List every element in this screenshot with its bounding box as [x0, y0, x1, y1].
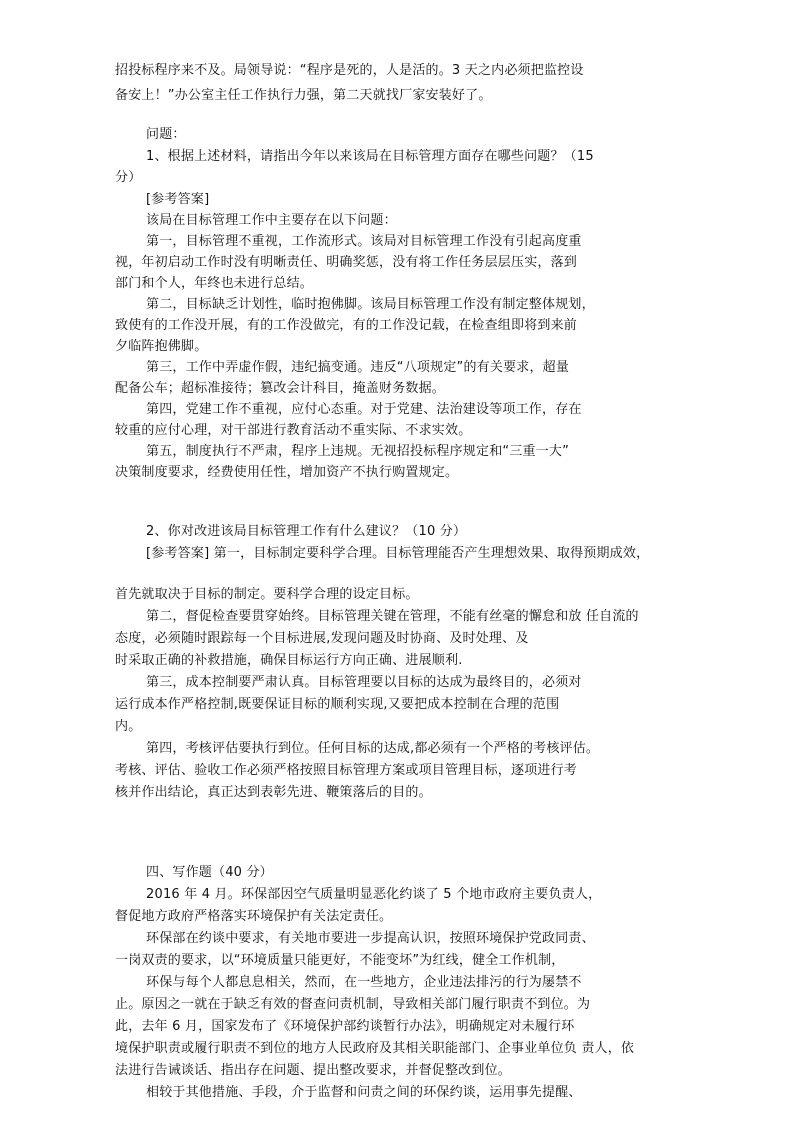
q2-point-4: 核并作出结论，真正达到表彰先进、鞭策落后的目的。: [115, 785, 432, 800]
section-4-paragraph: 一岗双责的要求，以“环境质量只能更好，不能变坏”为红线，健全工作机制，: [115, 953, 565, 968]
intro-line: 备安上！”办公室主任工作执行力强，第二天就找厂家安装好了。: [115, 88, 492, 103]
q2-answer-first-cont: 首先就取决于目标的制定。要科学合理的设定目标。: [115, 587, 419, 602]
question-1: 1、根据上述材料，请指出今年以来该局在目标管理方面存在哪些问题？（15: [146, 149, 594, 164]
q1-point-2: 夕临阵抱佛脚。: [115, 339, 208, 354]
q2-point-2: 第二，督促检查要贯穿始终。目标管理关键在管理，不能有丝毫的懈怠和放 任自流的: [146, 609, 639, 624]
answer-intro: 该局在目标管理工作中主要存在以下问题：: [146, 213, 397, 228]
section-4-paragraph: 相较于其他措施、手段，介于监督和问责之间的环保约谈，运用事先提醒、: [146, 1085, 582, 1100]
section-4-paragraph: 2016 年 4 月。环保部因空气质量明显恶化约谈了 5 个地市政府主要负责人，: [146, 887, 602, 902]
section-4-paragraph: 此，去年 6 月，国家发布了《环境保护部约谈暂行办法》，明确规定对未履行环: [115, 1019, 575, 1034]
section-4-paragraph: 环保与每个人都息息相关，然而，在一些地方，企业违法排污的行为屡禁不: [146, 975, 582, 990]
q1-point-3: 第三，工作中弄虚作假，违纪搞变通。违反“八项规定”的有关要求，超量: [146, 360, 570, 375]
q1-point-4: 较重的应付心理，对干部进行教育活动不重实际、不求实效。: [115, 423, 472, 438]
section-4-heading: 四、写作题（40 分）: [146, 865, 273, 880]
question-2: 2、你对改进该局目标管理工作有什么建议？（10 分）: [146, 524, 467, 539]
intro-line: 招投标程序来不及。局领导说：“程序是死的，人是活的。3 天之内必须把监控设: [115, 63, 584, 78]
section-4-paragraph: 环保部在约谈中要求，有关地市要进一步提高认识，按照环境保护党政同责、: [146, 931, 595, 946]
q1-point-3: 配备公车；超标准接待；篡改会计科目，掩盖财务数据。: [115, 381, 446, 396]
q2-point-4: 第四，考核评估要执行到位。任何目标的达成,都必须有一个严格的考核评估。: [146, 741, 600, 756]
q1-point-1: 视，年初启动工作时没有明晰责任、明确奖惩，没有将工作任务层层压实，落到: [115, 255, 578, 270]
question-1-cont: 分）: [115, 170, 142, 185]
section-4-paragraph: 督促地方政府严格落实环境保护有关法定责任。: [115, 909, 393, 924]
q2-point-2: 时采取正确的补救措施，确保目标运行方向正确、进展顺利.: [115, 653, 463, 668]
q1-point-1: 第一，目标管理不重视，工作流形式。该局对目标管理工作没有引起高度重: [146, 234, 582, 249]
q2-point-4: 考核、评估、验收工作必须严格按照目标管理方案或项目管理目标，逐项进行考: [115, 763, 578, 778]
q1-point-4: 第四，党建工作不重视，应付心态重。对于党建、法治建设等项工作，存在: [146, 402, 582, 417]
q1-point-5: 决策制度要求，经费使用任性，增加资产不执行购置规定。: [115, 465, 459, 480]
questions-heading: 问题：: [146, 127, 186, 142]
section-4-paragraph: 境保护职责或履行职责不到位的地方人民政府及其相关职能部门、企事业单位负 责人，依: [115, 1041, 635, 1056]
q1-point-5: 第五，制度执行不严肃，程序上违规。无视招投标程序规定和“三重一大”: [146, 444, 570, 459]
q1-point-2: 致使有的工作没开展，有的工作没做完，有的工作没记载，在检查组即将到来前: [115, 318, 578, 333]
q2-point-2: 态度，必须随时跟踪每一个目标进展,发现问题及时协商、及时处理、及: [115, 631, 529, 646]
q1-point-1: 部门和个人，年终也未进行总结。: [115, 276, 314, 291]
q1-point-2: 第二，目标缺乏计划性，临时抱佛脚。该局目标管理工作没有制定整体规划，: [146, 297, 595, 312]
q2-point-3: 内。: [115, 719, 142, 734]
answer-label: [参考答案]: [146, 192, 210, 207]
section-4-paragraph: 法进行告诫谈话、指出存在问题、提出整改要求，并督促整改到位。: [115, 1063, 512, 1078]
q2-answer-first: [参考答案] 第一，目标制定要科学合理。目标管理能否产生理想效果、取得预期成效，: [146, 546, 650, 561]
section-4-paragraph: 止。原因之一就在于缺乏有效的督查问责机制，导致相关部门履行职责不到位。为: [115, 997, 591, 1012]
q2-point-3: 第三，成本控制要严肃认真。目标管理要以目标的达成为最终目的，必须对: [146, 675, 582, 690]
q2-point-3: 运行成本作严格控制,既要保证目标的顺利实现,又要把成本控制在合理的范围: [115, 697, 560, 712]
